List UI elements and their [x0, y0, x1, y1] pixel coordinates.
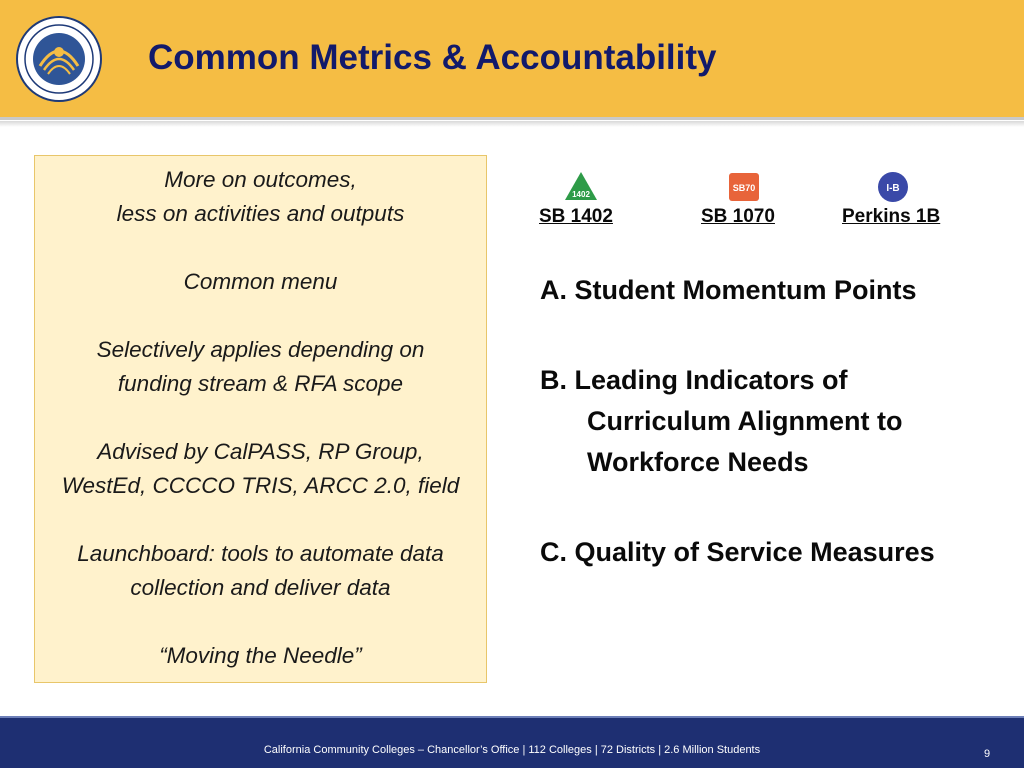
badge-sb70-text: SB70 [732, 183, 756, 193]
sb1402-triangle-icon [563, 170, 599, 202]
item-c-quality-measures: C. Quality of Service Measures [540, 537, 935, 567]
column-label-sb1070: SB 1070 [701, 206, 775, 227]
header-band [0, 0, 1024, 120]
summary-line: collection and deliver data [130, 575, 391, 600]
summary-line: funding stream & RFA scope [117, 371, 404, 396]
column-label-sb1402: SB 1402 [539, 206, 613, 227]
item-b-leading-indicators: B. Leading Indicators of [540, 365, 848, 395]
badge-1402-text: 1402 [572, 190, 590, 199]
header-shadow [0, 121, 1024, 127]
page-number: 9 [984, 748, 991, 760]
item-a-momentum-points: A. Student Momentum Points [540, 275, 917, 305]
perkins-circle-icon [877, 171, 909, 203]
footer-band [0, 716, 1024, 768]
slide-title: Common Metrics & Accountability [148, 38, 717, 77]
item-b-line2: Curriculum Alignment to [587, 406, 903, 436]
summary-line: Common menu [183, 269, 338, 294]
summary-line: Advised by CalPASS, RP Group, [97, 439, 424, 464]
summary-line: WestEd, CCCCO TRIS, ARCC 2.0, field [61, 473, 460, 498]
footer-text: California Community Colleges – Chancellor’s Office | 112 Colleges | 72 Districts | 2.6 Million Students [263, 744, 761, 756]
summary-line: “Moving the Needle” [159, 643, 362, 668]
summary-box [34, 155, 487, 683]
sb1070-square-icon [728, 172, 760, 202]
summary-line: Selectively applies depending on [96, 337, 425, 362]
item-b-line3: Workforce Needs [587, 447, 809, 477]
college-seal-logo [16, 16, 102, 102]
summary-line: Launchboard: tools to automate data [77, 541, 444, 566]
badge-ib-text: I-B [886, 183, 900, 194]
summary-line: less on activities and outputs [116, 201, 405, 226]
summary-line: More on outcomes, [164, 167, 357, 192]
column-label-perkins: Perkins 1B [842, 206, 941, 227]
